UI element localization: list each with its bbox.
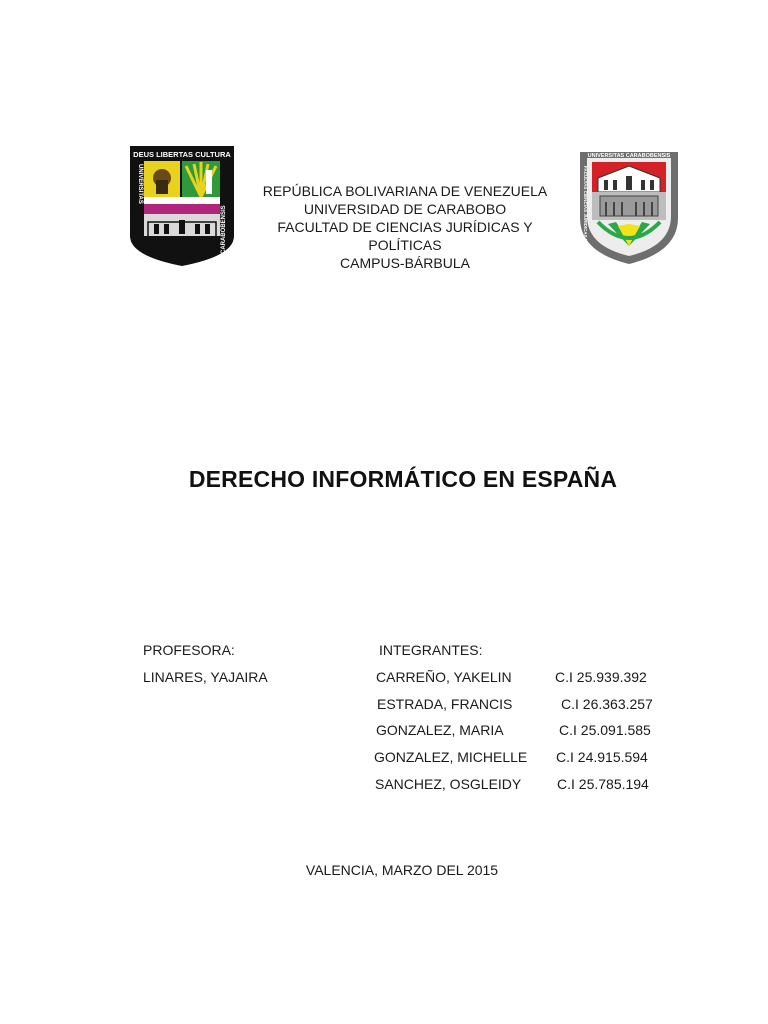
professor-name: LINARES, YAJAIRA	[143, 669, 268, 685]
header-line-2: UNIVERSIDAD DE CARABOBO	[303, 201, 507, 217]
header-line-3: FACULTAD DE CIENCIAS JURÍDICAS Y	[277, 219, 533, 235]
member-ci: C.I 24.915.594	[556, 749, 648, 765]
document-title: DERECHO INFORMÁTICO EN ESPAÑA	[188, 466, 618, 492]
member-name: GONZALEZ, MARIA	[376, 722, 504, 738]
members-label: INTEGRANTES:	[379, 642, 483, 658]
seal-left-top-text: DEUS LIBERTAS CULTURA	[133, 150, 231, 159]
member-ci: C.I 25.091.585	[559, 722, 651, 738]
member-ci: C.I 26.363.257	[561, 696, 653, 712]
header-line-5: CAMPUS-BÁRBULA	[340, 255, 470, 271]
header-line-1: REPÚBLICA BOLIVARIANA DE VENEZUELA	[262, 183, 548, 199]
member-name: GONZALEZ, MICHELLE	[374, 749, 528, 765]
member-name: CARREÑO, YAKELIN	[376, 669, 512, 685]
member-ci: C.I 25.785.194	[557, 776, 649, 792]
professor-label: PROFESORA:	[143, 642, 235, 658]
universidad-de-carabobo-seal	[128, 144, 236, 268]
header-line-4: POLÍTICAS	[368, 237, 442, 253]
facultad-ciencias-juridicas-seal	[578, 148, 680, 266]
seal-left-side-text-right: CARABOBENSIS	[221, 205, 227, 254]
member-name: SANCHEZ, OSGLEIDY	[375, 776, 522, 792]
seal-right-side-text: FACULTAS CIENCIAS JURIDICAS POLITICAS	[583, 166, 588, 263]
member-name: ESTRADA, FRANCIS	[377, 696, 513, 712]
seal-left-side-text-left: UNIVERSITAS	[137, 164, 143, 204]
seal-right-top-text: UNIVERSITAS CARABOBENSIS	[587, 153, 671, 159]
member-ci: C.I 25.939.392	[555, 669, 647, 685]
institution-header	[240, 182, 570, 272]
place-and-date: VALENCIA, MARZO DEL 2015	[305, 862, 499, 878]
